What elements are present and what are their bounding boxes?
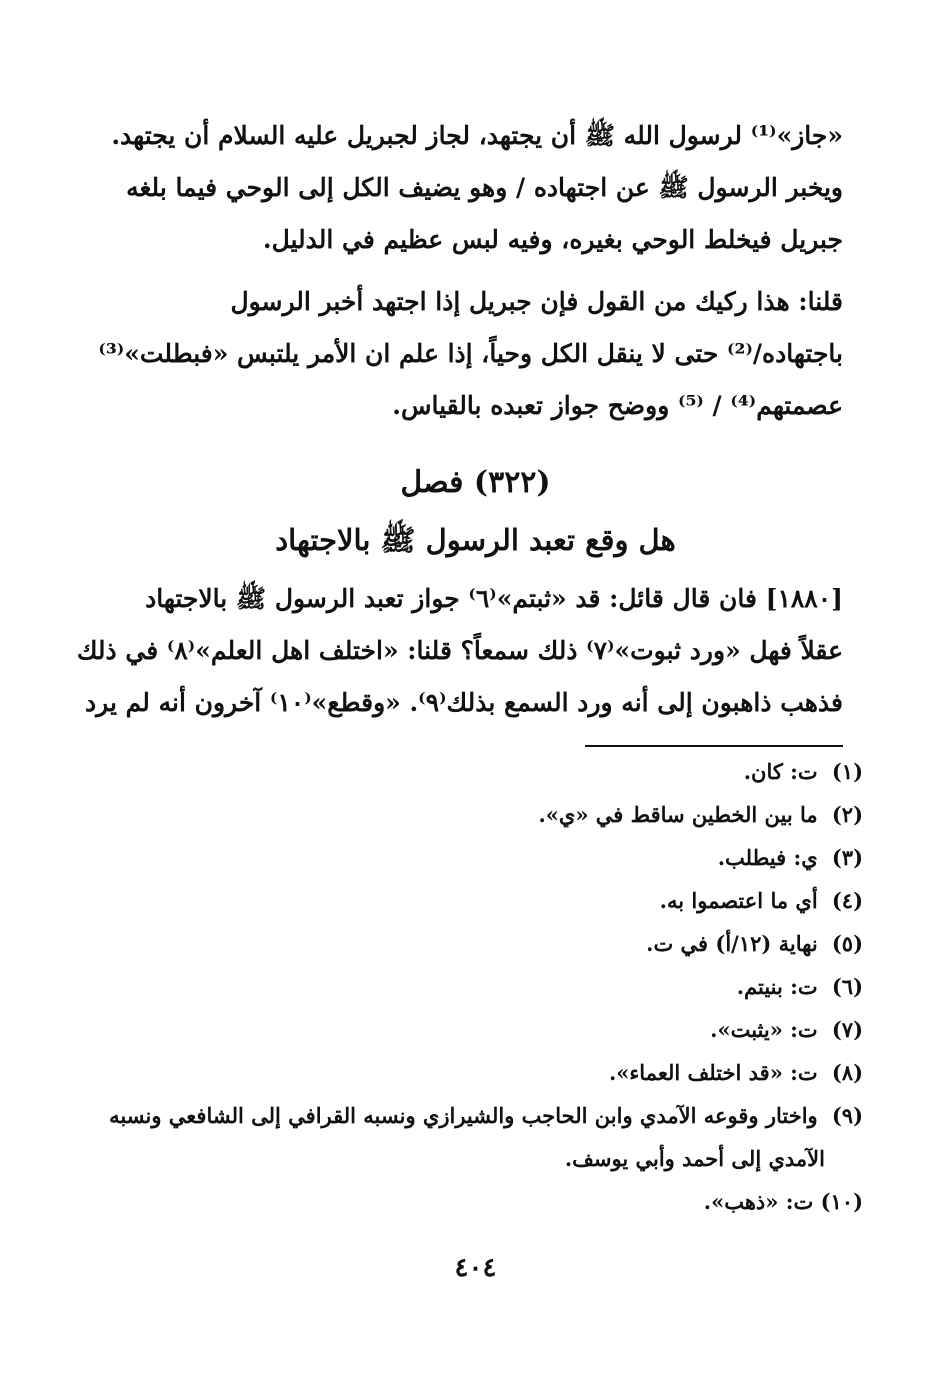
footnote-number: (٣) [831,845,863,870]
footnote-9-continuation: الآمدي إلى أحمد وأبي يوسف. [564,1146,825,1171]
footnote-text: واختار وقوعه الآمدي وابن الحاجب والشيرازي ونسبه القرافي إلى الشافعي ونسبه [109,1103,818,1128]
footnote-text: ت: «قد اختلف العماء». [608,1060,818,1085]
section-body [76,573,843,729]
footnote-text: ي: فيطلب. [717,845,818,870]
text-line: ويخبر الرسول ﷺ عن اجتهاده / وهو يضيف الكل إلى الوحي فيما بلغه [126,173,843,202]
paragraph-2 [93,276,843,432]
paragraph-1 [93,110,843,266]
footnote-text: ت: بنيتم. [736,974,818,999]
footnote-number: (٩) [831,1103,863,1128]
footnote-text: أي ما اعتصموا به. [659,888,818,913]
footnote-6 [83,965,863,1008]
footnote-1 [83,750,863,793]
text-line: باجتهاده/⁽²⁾ حتى لا ينقل الكل وحياً، إذا علم ان الأمر يلتبس «فبطلت»⁽³⁾ [98,339,843,368]
footnote-text: ت: كان. [743,759,818,784]
footnote-text: ت: «يثبت». [710,1017,818,1042]
footnote-9 [83,1094,863,1137]
footnote-10 [83,1180,863,1223]
footnote-7 [83,1008,863,1051]
page-number: ٤٠٤ [454,1253,497,1283]
footnote-4 [83,879,863,922]
footnote-text: ما بين الخطين ساقط في «ي». [538,802,818,827]
text-line: [١٨٨٠] فان قال قائل: قد «ثبتم»⁽٦⁾ جواز تعبد الرسول ﷺ بالاجتهاد [145,584,843,613]
text-line: فذهب ذاهبون إلى أنه ورد السمع بذلك⁽٩⁾. «وقطع»⁽١٠⁾ آخرون أنه لم يرد [85,688,843,717]
footnote-text: نهاية (١٢/أ) في ت. [646,931,818,956]
text-line: قلنا: هذا ركيك من القول فإن جبريل إذا اجتهد أخبر الرسول [230,287,843,316]
footnote-number: (٦) [831,974,863,999]
footnote-text: ت: «ذهب». [703,1189,814,1214]
footnote-number: (٨) [831,1060,863,1085]
text-line: جبريل فيخلط الوحي بغيره، وفيه لبس عظيم في الدليل. [262,225,843,254]
footnote-number: (٢) [831,802,863,827]
footnote-number: (٤) [831,888,863,913]
section-heading-title: هل وقع تعبد الرسول ﷺ بالاجتهاد [275,523,676,557]
footnote-number: (٥) [831,931,863,956]
text-line: عقلاً فهل «ورد ثبوت»⁽٧⁾ ذلك سمعاً؟ قلنا: «اختلف اهل العلم»⁽٨⁾ في ذلك [76,636,843,665]
text-line: «جاز»⁽¹⁾ لرسول الله ﷺ أن يجتهد، لجاز لجبريل عليه السلام أن يجتهد. [111,121,843,150]
footnote-2 [83,793,863,836]
footnote-number: (١٠) [820,1189,863,1214]
footnote-number: (٧) [831,1017,863,1042]
text-line: عصمتهم⁽⁴⁾ / ⁽⁵⁾ ووضح جواز تعبده بالقياس. [392,391,843,420]
footnote-8 [83,1051,863,1094]
footnote-3 [83,836,863,879]
footnote-5 [83,922,863,965]
footnotes [83,750,863,1223]
section-heading-number: (٣٢٢) فصل [400,465,551,500]
main-text [93,110,843,432]
footnote-separator [585,745,843,747]
footnote-number: (١) [831,759,863,784]
